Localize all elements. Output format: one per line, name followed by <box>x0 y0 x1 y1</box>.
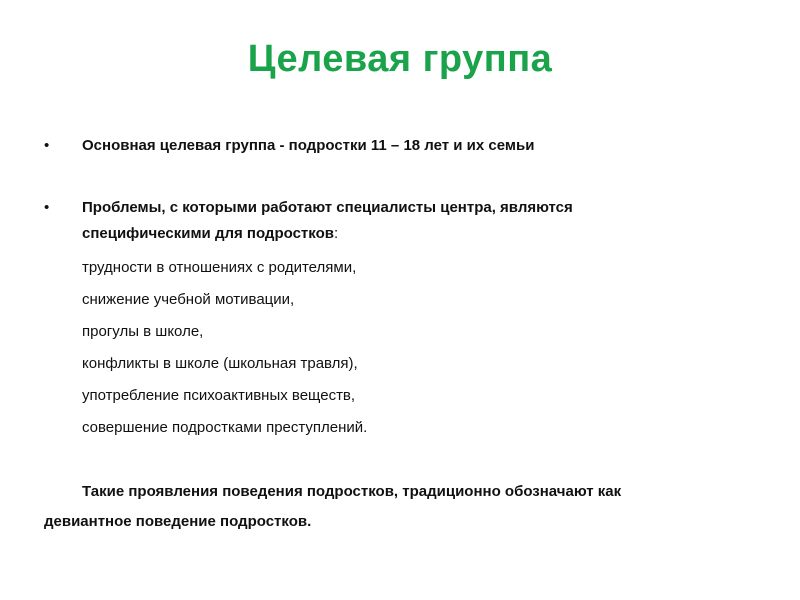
problem-item: снижение учебной мотивации, <box>82 291 295 308</box>
bullet-text-colon: : <box>333 225 339 242</box>
problem-item: прогулы в школе, <box>82 323 204 340</box>
problem-item: трудности в отношениях с родителями, <box>82 259 357 276</box>
bullet-text: Проблемы, с которыми работают специалисты центра, являются <box>82 199 573 216</box>
bullet-dot: • <box>44 137 50 154</box>
closing-line-1: Такие проявления поведения подростков, традиционно обозначают как <box>82 483 622 500</box>
bullet-text: Основная целевая группа - подростки 11 – 18 лет и их семьи <box>82 137 535 154</box>
bullet-text-bold: специфическими для подростков <box>82 225 334 242</box>
closing-line-2: девиантное поведение подростков. <box>44 513 312 530</box>
problem-item: совершение подростками преступлений. <box>82 419 368 436</box>
problem-item: конфликты в школе (школьная травля), <box>82 355 358 372</box>
problem-item: употребление психоактивных веществ, <box>82 387 356 404</box>
bullet-dot: • <box>44 199 50 216</box>
slide-title: Целевая группа <box>247 38 553 80</box>
